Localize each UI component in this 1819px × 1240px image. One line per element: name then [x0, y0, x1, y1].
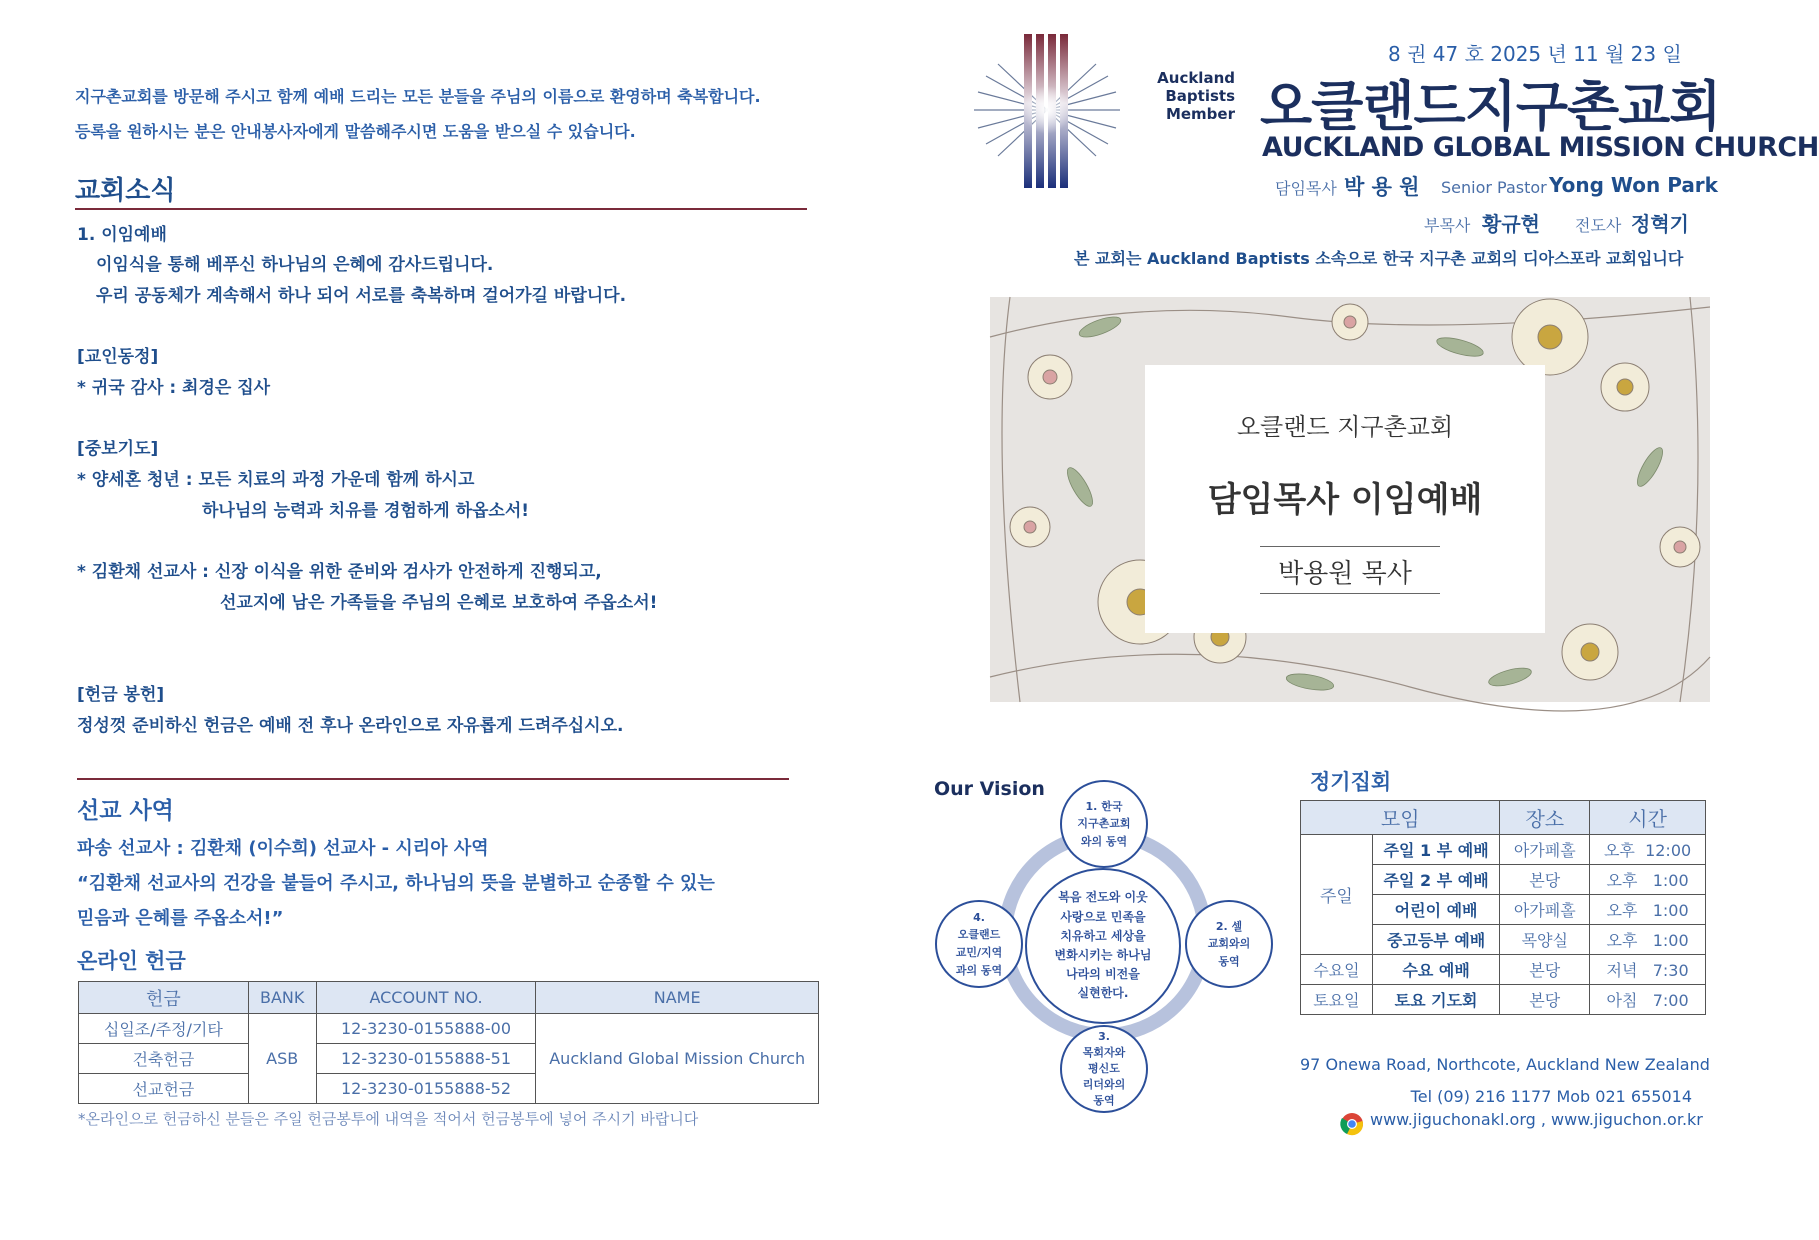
- day-label: 토요일: [1301, 985, 1373, 1015]
- service-ampm: 오후: [1603, 841, 1635, 860]
- online-title: 온라인 헌금: [77, 949, 186, 973]
- table-header: NAME: [536, 982, 819, 1014]
- service-ampm: 오후: [1606, 931, 1638, 950]
- vision-center: 복음 전도와 이웃 사랑으로 민족을 치유하고 세상을 변화시키는 하나님 나라의 비전을 실현한다.: [1025, 868, 1181, 1024]
- vision-circle-4: 4. 오클랜드 교민/지역 과의 동역: [935, 900, 1023, 988]
- table-header: 장소: [1500, 801, 1590, 835]
- service-time: [1590, 865, 1706, 895]
- service-clock: 1:00: [1652, 871, 1689, 890]
- senior-pastor-name-en: Yong Won Park: [1549, 173, 1718, 197]
- account-no: 12-3230-0155888-00: [316, 1014, 536, 1044]
- service-name: 주일 2 부 예배: [1372, 865, 1500, 895]
- vision-title: Our Vision: [934, 778, 1045, 800]
- service-name: 주일 1 부 예배: [1372, 835, 1500, 865]
- mission-rule: [77, 778, 789, 780]
- farewell-banner: [990, 297, 1710, 702]
- bank-name: ASB: [248, 1014, 316, 1104]
- day-label: 주일: [1301, 835, 1373, 955]
- table-header: ACCOUNT NO.: [316, 982, 536, 1014]
- account-no: 12-3230-0155888-51: [316, 1044, 536, 1074]
- item1-title: 1. 이임예배: [77, 225, 167, 245]
- church-name-english: AUCKLAND GLOBAL MISSION CHURCH: [1262, 132, 1819, 163]
- service-name: 중고등부 예배: [1372, 925, 1500, 955]
- service-time: [1590, 955, 1706, 985]
- services-table: [1300, 800, 1706, 1015]
- service-clock: 7:30: [1652, 961, 1689, 980]
- service-name: 어린이 예배: [1372, 895, 1500, 925]
- online-note: *온라인으로 헌금하신 분들은 주일 헌금봉투에 내역을 적어서 헌금봉투에 넣어 주시기 바랍니다: [78, 1110, 699, 1128]
- mission-line1: 파송 선교사 : 김환채 (이수희) 선교사 - 시리아 사역: [77, 838, 489, 859]
- table-header: BANK: [248, 982, 316, 1014]
- account-name: Auckland Global Mission Church: [536, 1014, 819, 1104]
- associate-pastor-name: 황규현: [1482, 212, 1540, 236]
- banner-service-title: 담임목사 이임예배: [1207, 480, 1483, 520]
- service-time: [1590, 895, 1706, 925]
- banner-church-name: 오클랜드 지구촌교회: [1236, 413, 1454, 441]
- church-logo-icon: [972, 30, 1122, 192]
- news-title: 교회소식: [75, 176, 176, 206]
- mission-line3: 믿음과 은혜를 주옵소서!”: [77, 908, 284, 929]
- item1-line1: 이임식을 통해 베푸신 하나님의 은혜에 감사드립니다.: [96, 255, 494, 275]
- members-title: [교인동정]: [77, 347, 159, 367]
- members-line: * 귀국 감사 : 최경은 집사: [77, 378, 271, 398]
- associate-pastor-label: 부목사: [1424, 216, 1471, 235]
- offering-type: 십일조/주정/기타: [79, 1014, 249, 1044]
- services-title: 정기집회: [1310, 770, 1392, 794]
- vision-circle-1: 1. 한국 지구촌교회 와의 동역: [1060, 780, 1148, 868]
- mission-title: 선교 사역: [77, 798, 174, 824]
- service-clock: 1:00: [1652, 901, 1689, 920]
- church-name-korean: 오클랜드지구촌교회: [1260, 75, 1721, 138]
- news-rule: [75, 208, 807, 210]
- service-ampm: 오후: [1606, 901, 1638, 920]
- service-time: [1590, 925, 1706, 955]
- service-clock: 7:00: [1652, 991, 1689, 1010]
- service-clock: 1:00: [1652, 931, 1689, 950]
- prayer-title: [중보기도]: [77, 439, 159, 459]
- offering-type: 선교헌금: [79, 1074, 249, 1104]
- service-name: 수요 예배: [1372, 955, 1500, 985]
- vision-circle-3: 3. 목회자와 평신도 리더와의 동역: [1060, 1025, 1148, 1113]
- welcome-line-2: 등록을 원하시는 분은 안내봉사자에게 말씀해주시면 도움을 받으실 수 있습니다.: [75, 122, 636, 141]
- service-name: 토요 기도회: [1372, 985, 1500, 1015]
- service-place: 본당: [1500, 985, 1590, 1015]
- online-offering-table: [78, 981, 819, 1104]
- evangelist-name: 정혁기: [1631, 212, 1689, 236]
- mission-line2: “김환채 선교사의 건강을 붙들어 주시고, 하나님의 뜻을 분별하고 순종할 수 있는: [77, 873, 715, 894]
- offering-title: [헌금 봉헌]: [77, 685, 165, 705]
- service-place: 본당: [1500, 955, 1590, 985]
- service-place: 본당: [1500, 865, 1590, 895]
- prayer2-line1: * 김환채 선교사 : 신장 이식을 위한 준비와 검사가 안전하게 진행되고,: [77, 562, 602, 582]
- service-clock: 12:00: [1645, 841, 1692, 860]
- service-ampm: 아침: [1606, 991, 1638, 1010]
- offering-type: 건축헌금: [79, 1044, 249, 1074]
- table-header: 모임: [1301, 801, 1500, 835]
- item1-line2: 우리 공동체가 계속해서 하나 되어 서로를 축복하며 걸어가길 바랍니다.: [96, 286, 627, 306]
- church-websites[interactable]: www.jiguchonakl.org , www.jiguchon.or.kr: [1370, 1110, 1703, 1129]
- service-time: [1590, 985, 1706, 1015]
- service-ampm: 오후: [1606, 871, 1638, 890]
- table-header: 시간: [1590, 801, 1706, 835]
- service-ampm: 저녁: [1606, 961, 1638, 980]
- affiliation-note: 본 교회는 Auckland Baptists 소속으로 한국 지구촌 교회의 디아스포라 교회입니다: [1074, 249, 1684, 268]
- account-no: 12-3230-0155888-52: [316, 1074, 536, 1104]
- banner-rule-bottom: [1260, 593, 1440, 594]
- baptist-line: Member: [1165, 105, 1235, 123]
- senior-pastor-label-en: Senior Pastor: [1441, 178, 1547, 197]
- church-phone: Tel (09) 216 1177 Mob 021 655014: [1410, 1087, 1692, 1106]
- evangelist-label: 전도사: [1575, 216, 1622, 235]
- service-place: 아가페홀: [1500, 895, 1590, 925]
- senior-pastor-name-ko: 박 용 원: [1344, 175, 1420, 199]
- day-label: 수요일: [1301, 955, 1373, 985]
- vision-circle-2: 2. 셀 교회와의 동역: [1185, 900, 1273, 988]
- baptist-line: Auckland: [1157, 69, 1235, 87]
- service-time: [1590, 835, 1706, 865]
- offering-line: 정성껏 준비하신 헌금은 예배 전 후나 온라인으로 자유롭게 드려주십시오.: [77, 716, 624, 736]
- senior-pastor-label-ko: 담임목사: [1275, 179, 1337, 198]
- prayer1-line2: 하나님의 능력과 치유를 경험하게 하옵소서!: [202, 501, 530, 521]
- baptist-member-label: [1155, 69, 1235, 123]
- prayer2-line2: 선교지에 남은 가족들을 주님의 은혜로 보호하여 주옵소서!: [220, 593, 658, 613]
- banner-rule-top: [1260, 546, 1440, 547]
- chrome-icon: [1340, 1112, 1364, 1136]
- welcome-line-1: 지구촌교회를 방문해 주시고 함께 예배 드리는 모든 분들을 주님의 이름으로 환영하며 축복합니다.: [75, 87, 761, 106]
- banner-pastor-name: 박용원 목사: [1278, 559, 1412, 589]
- issue-date: 8 권 47 호 2025 년 11 월 23 일: [1388, 42, 1682, 66]
- baptist-line: Baptists: [1165, 87, 1235, 105]
- service-place: 목양실: [1500, 925, 1590, 955]
- service-place: 아가페홀: [1500, 835, 1590, 865]
- church-address: 97 Onewa Road, Northcote, Auckland New Zealand: [1300, 1055, 1710, 1074]
- table-header: 헌금: [79, 982, 249, 1014]
- prayer1-line1: * 양세혼 청년 : 모든 치료의 과정 가운데 함께 하시고: [77, 470, 475, 490]
